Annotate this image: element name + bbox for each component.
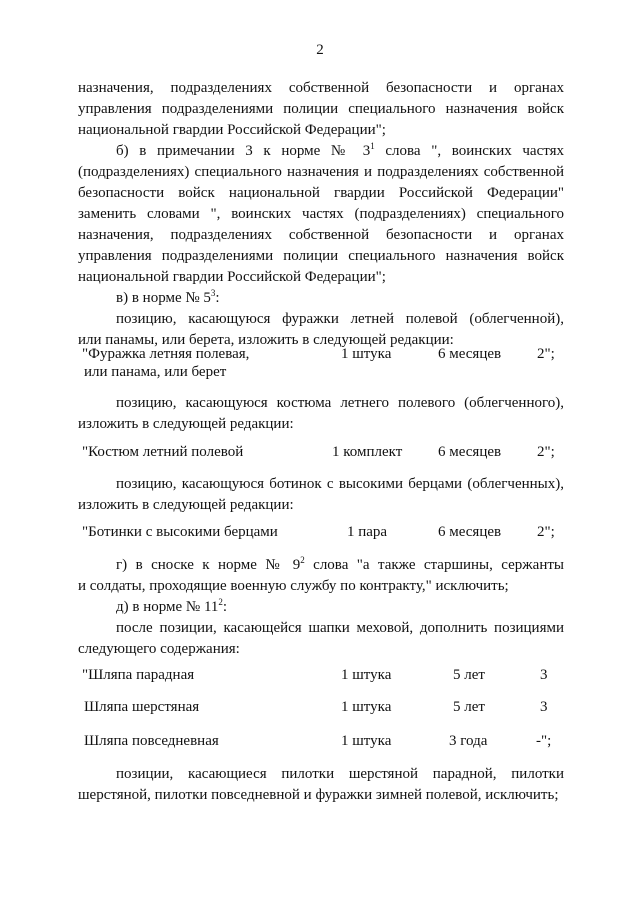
item-g-text: слова "а также старшины, сержанты — [304, 557, 564, 573]
item-name: "Фуражка летняя полевая, — [82, 346, 250, 362]
paragraph-line: позицию, касающуюся фуражки летней полевой (облегченной), — [116, 311, 564, 327]
paragraph-line: национальной гвардии Российской Федерации"; — [78, 122, 386, 138]
item-v-text: в) в норме № 5 — [116, 290, 211, 306]
paragraph-line: национальной гвардии Российской Федерации"; — [78, 269, 386, 285]
page-number: 2 — [316, 42, 324, 58]
paragraph-line: безопасности войск национальной гвардии Российской Федерации" — [78, 185, 564, 201]
item-name: или панама, или берет — [84, 364, 227, 380]
item-v-heading — [116, 288, 220, 308]
item-period: 6 месяцев — [438, 444, 502, 460]
item-name: "Костюм летний полевой — [82, 444, 244, 460]
item-name: "Ботинки с высокими берцами — [82, 524, 278, 540]
paragraph-line: (подразделениях) специального назначения и подразделениях собственной — [78, 164, 564, 180]
item-period: 5 лет — [453, 699, 485, 715]
paragraph-line: позиции, касающиеся пилотки шерстяной парадной, пилотки — [116, 766, 564, 782]
item-name: "Шляпа парадная — [82, 667, 195, 683]
item-v-text: : — [215, 290, 220, 306]
item-category: 2"; — [537, 444, 555, 460]
paragraph-line: заменить словами ", воинских частях (подразделениях) специального — [78, 206, 564, 222]
item-period: 5 лет — [453, 667, 485, 683]
item-period: 6 месяцев — [438, 524, 502, 540]
paragraph-line: позицию, касающуюся ботинок с высокими берцами (облегченных), — [116, 476, 564, 492]
paragraph-line: изложить в следующей редакции: — [78, 497, 294, 513]
paragraph-line: шерстяной, пилотки повседневной и фуражки зимней полевой, исключить; — [78, 787, 559, 803]
item-period: 6 месяцев — [438, 346, 502, 362]
item-d-text: : — [222, 599, 228, 615]
paragraph-line: управления подразделениями полиции специального назначения войск — [78, 248, 564, 264]
item-category: -"; — [536, 733, 552, 749]
superscript: 3 — [210, 288, 216, 298]
item-category: 3 — [540, 667, 548, 683]
paragraph-line: изложить в следующей редакции: — [78, 416, 294, 432]
item-d-text: д) в норме № 11 — [116, 599, 219, 615]
item-b-text: б) в примечании 3 к норме № 3 — [116, 143, 371, 159]
paragraph-line: следующего содержания: — [78, 641, 240, 657]
item-quantity: 1 пара — [347, 524, 388, 540]
item-quantity: 1 штука — [341, 733, 392, 749]
item-b-text: слова ", воинских частях — [374, 143, 564, 159]
superscript: 2 — [300, 555, 305, 565]
item-category: 3 — [540, 699, 548, 715]
item-quantity: 1 комплект — [332, 444, 403, 460]
paragraph-line: позицию, касающуюся костюма летнего полевого (облегченного), — [116, 395, 564, 411]
paragraph-line: и солдаты, проходящие военную службу по контракту," исключить; — [78, 578, 509, 594]
item-quantity: 1 штука — [341, 667, 392, 683]
paragraph-line: управления подразделениями полиции специального назначения войск — [78, 101, 564, 117]
item-category: 2"; — [537, 346, 555, 362]
item-name: Шляпа шерстяная — [84, 699, 200, 715]
superscript: 2 — [218, 597, 223, 607]
item-quantity: 1 штука — [341, 699, 392, 715]
item-g-text: г) в сноске к норме № 9 — [116, 557, 301, 573]
item-period: 3 года — [449, 733, 488, 749]
item-g-first-line — [116, 555, 564, 575]
item-b-first-line — [116, 141, 564, 161]
paragraph-line: или панамы, или берета, изложить в следующей редакции: — [78, 332, 454, 348]
paragraph-line: назначения, подразделениях собственной безопасности и органах — [78, 227, 564, 243]
paragraph-line: назначения, подразделениях собственной безопасности и органах — [78, 80, 564, 96]
superscript: 1 — [370, 141, 375, 151]
item-d-heading — [116, 597, 227, 617]
item-category: 2"; — [537, 524, 555, 540]
paragraph-line: после позиции, касающейся шапки меховой, дополнить позициями — [116, 620, 564, 636]
item-name: Шляпа повседневная — [84, 733, 219, 749]
item-quantity: 1 штука — [341, 346, 392, 362]
